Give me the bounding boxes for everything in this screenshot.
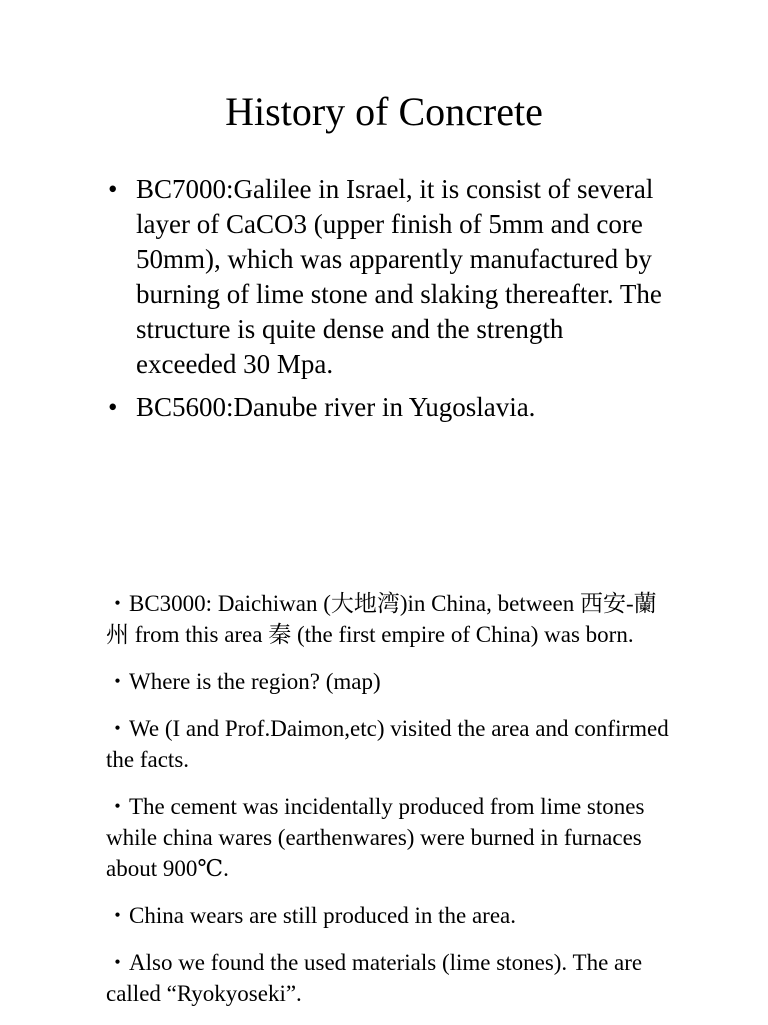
bullet-text: BC7000:Galilee in Israel, it is consist of several layer of CaCO3 (upper finish of 5mm and core 50mm), which was apparently manufactured by burning of lime stone and slaking thereafter. The structure is quite dense and the strength exceeded 30 Mpa. <box>136 174 662 379</box>
bullet-list <box>108 172 668 433</box>
slide-title: History of Concrete <box>225 89 543 134</box>
note-paragraph: ・Also we found the used materials (lime stones). The are called “Ryokyoseki”. <box>106 950 643 1006</box>
note-paragraph: ・We (I and Prof.Daimon,etc) visited the area and confirmed the facts. <box>106 716 669 772</box>
note-paragraph: ・China wears are still produced in the area. <box>106 903 517 928</box>
bullet-text: BC5600:Danube river in Yugoslavia. <box>136 392 536 422</box>
bullet-item <box>108 390 668 425</box>
bullet-item <box>108 172 668 382</box>
bullet-dot-icon: • <box>108 174 118 204</box>
note-paragraph: ・The cement was incidentally produced from lime stones while china wares (earthenwares) were burned in furnaces about 900℃. <box>106 794 645 881</box>
note-paragraph: ・BC3000: Daichiwan (大地湾)in China, between 西安-蘭州 from this area 秦 (the first empire of China) was born. <box>106 591 657 647</box>
note-paragraph: ・Where is the region? (map) <box>106 669 381 694</box>
bullet-dot-icon: • <box>108 392 118 422</box>
speaker-notes <box>106 588 676 1025</box>
